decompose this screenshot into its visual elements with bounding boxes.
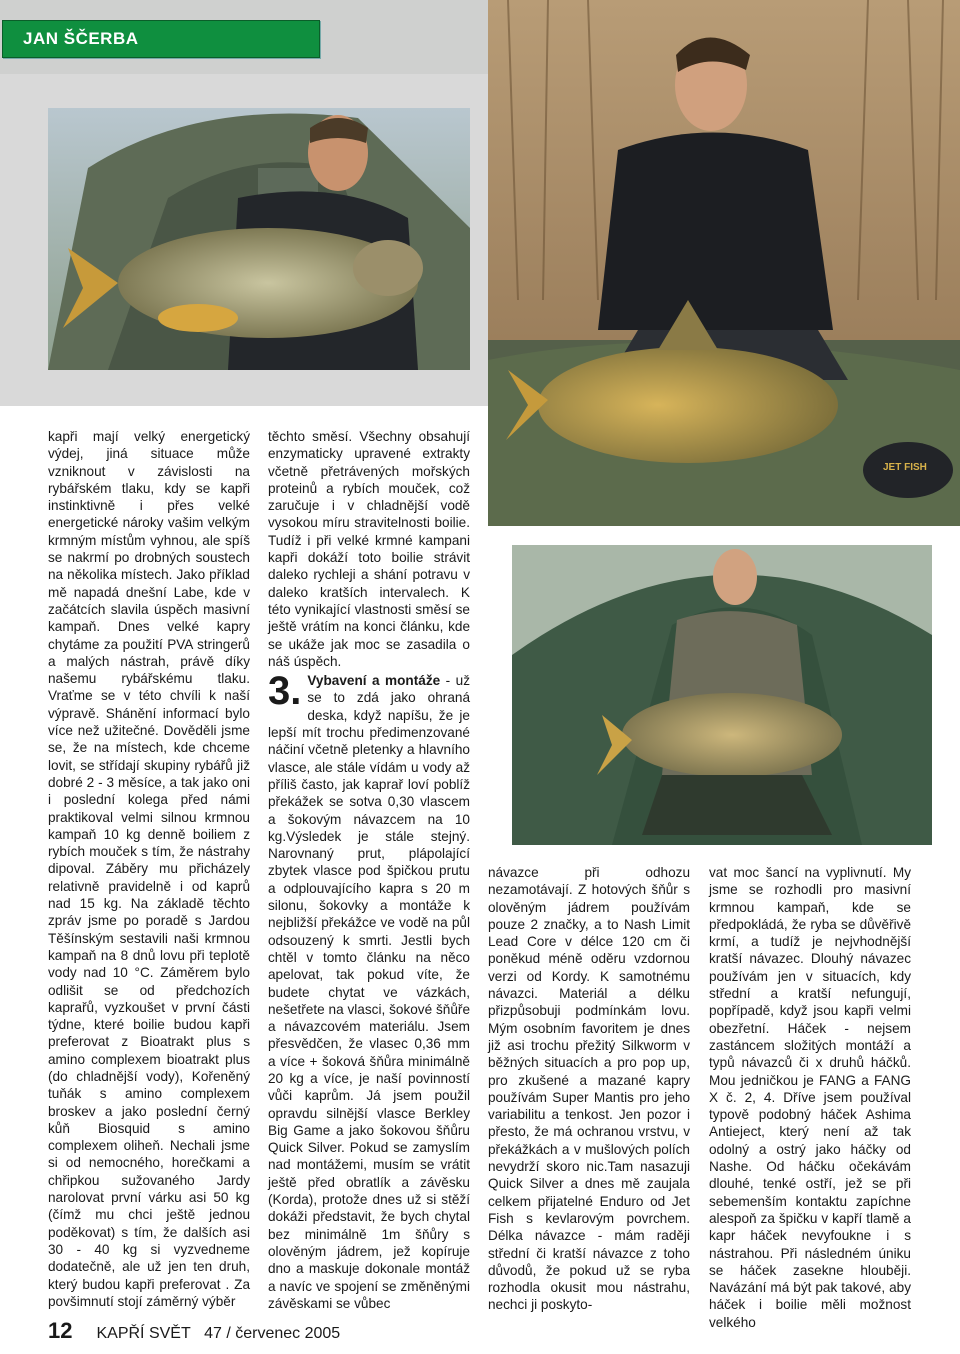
footer (48, 1318, 340, 1344)
column-2-text-b: - už se to zdá jako ohraná deska, když napíšu, že je lepší mít trochu předimenzované náčiní včetně pletenky a hlavního vlasce, ale stále vídám u vody až příliš často, jak kaprař loví poblíž překážek se sotva 0,30 vlascem a šokovým návazcem na 10 kg.Výsledek je stále stejný. Narovnaný prut, plápolající zbytek vlasce pod špičkou prutu a odplouvajícího kapra s 20 m silonu, šokovky a montáže k nejbližší překážce ve vodě na půl odsouzený k smrti. Jestli bych chtěl v tomto článku na něco apelovat, tak pokud víte, že budete chytat ve vázkách, nešetřete na vlasci, šokové šňůře a návazcovém materiálu. Jsem přesvědčen, že vlasec 0,36 mm a více + šoková šňůra minimálně 20 kg a více, je naší povinností vůči kaprům. Já jsem použil opravdu silnější vlasce Berkley Big Game a jako šokovou šňůru Quick Silver. Pokud se zamyslím nad montážemi, musím se vrátit ještě před obratlík a závěsku (Korda), protože dnes už si stěží dokáži představit, že bych chytal bez minimálně 1m šňůry s olověným jádrem, jež kopíruje dno a maskuje dokonale montáž a navíc ve spojení se změněnými závěskami se vůbec (268, 673, 470, 1311)
column-1-text: kapři mají velký energetický výdej, jiná situace může vzniknout v závislosti na rybářském tlaku, kdy se kapři instinktivně i přes velké energetické nároky vašim velkým krmným místům vyhnou, ale spíš se nakrmí po drobných soustech na několika místech. Jako příklad mě napadá dnešní Labe, kde v začátcích slavila úspěch masivní kampaň. Dnes velké kapry chytáme za použití PVA stringerů a malých nástrah, právě díky našemu rybářskému tlaku. Vraťme se v této chvíli k naší výpravě. Shánění informací bylo více než užitečné. Dověděli jsme se, že na místech, kde chceme lovit, se střídají skupiny rybářů již dobré 2 - 3 měsíce, a tak jako oni i poslední kolega před námi praktikoval velmi silnou krmnou kampaň 10 kg denně boiliem z rybích mouček s tím, že nástrahy dipoval. Záběry mu přicházely relativně pravidelně i od kaprů nad 15 kg. Na základě těchto zpráv jsme po poradě s Jardou Těšínským sestavili naši krmnou kampaň na 8 dnů lovu při teplotě vody nad 10 °C. Záměrem bylo odlišit se od předchozích kaprařů, vyzkoušet v první části týdne, které boilie budou kapři preferovat z Bioatrakt plus s amino complexem bioatrakt plus (do chladnější vody), Kořeněný tuňák s amino complexem broskev a jako poslední černý kůň Biosquid s amino complexem oliheň. Nechali jsme si od nemocného, horečkami a chřipkou sužovaného Jardy narolovat první várku asi 50 kg (čímž mu chci ještě jednou poděkovat) s tím, že dalších asi 30 - 40 kg si vyzvedneme dodatečně, ale už jen ten druh, který budou kapři preferovat . Za povšimnutí stojí záměrný výběr (48, 429, 250, 1309)
section-number: 3. (268, 669, 302, 714)
photo-icon (48, 108, 470, 370)
author-tag (2, 20, 320, 58)
page-number: 12 (48, 1318, 73, 1343)
column-3-text: návazce při odhozu nezamotávají. Z hotových šňůr s olověným jádrem používám pouze 2 značky, a to Nash Limit Lead Core v délce 120 cm či poněkud méně oděru vzdornou verzi od Kordy. K samotnému návazci. Materiál a délku přizpůsobuji podmínkám lovu. Mým osobním favoritem je dnes již asi trochu přežitý Silkworm v běžných situacích a pro pop up, pro zkušené a mazané kapry používám Super Mantis pro jeho variabilitu a tenkost. Jen pozor i přesto, že má ochranou vrstvu, v překážkách a v mušlových polích nevydrží skoro nic.Tam nasazuji Quick Silver a dnes mě zaujala celkem přijatelné Enduro od Jet Fish s kevlarovým povrchem. Délka návazce - mám raději střední či kratší návazce z toho důvodů, že pokud už se ryba rozhodla okusit mou nástrahu, nechci ji poskyto- (488, 865, 690, 1313)
issue-info: 47 / červenec 2005 (204, 1325, 341, 1342)
section-title: Vybavení a montáže (307, 673, 441, 689)
photo-icon (488, 0, 960, 526)
text-column-3 (488, 864, 690, 1314)
text-column-2 (268, 428, 470, 1312)
text-column-4 (709, 864, 911, 1331)
photo-angler-tent (48, 108, 470, 370)
author-name: JAN ŠČERBA (23, 29, 139, 48)
photo-icon (512, 545, 932, 845)
magazine-title: KAPŘÍ SVĚT (96, 1325, 191, 1342)
text-column-1 (48, 428, 250, 1310)
photo-angler-reeds (488, 0, 960, 526)
column-2-text-a: těchto směsí. Všechny obsahují enzymaticky upravené extrakty včetně přetrávených mořských proteinů a rybích mouček, což zaručuje i v chladnější vodě vysokou míru stravitelnosti boilie. Tudíž i při velké krmné kampani kapři dokáží toto boilie strávit daleko rychleji a shání potravu v daleko kratších intervalech. K této vynikající vlastnosti směsí se ještě vrátím na konci článku, kde se ukáže jak moc se zasadila o náš úspěch. (268, 429, 470, 669)
column-4-text: vat moc šancí na vyplivnutí. My jsme se rozhodli pro masivní krmnou kampaň, kde se předpokládá, že ryba se důvěřivě krmí, a tudíž je nejvhodnější kratší návazec. Dlouhý návazec používám jen v situacích, kdy střední a kratší nefungují, popřípadě, když jsou kapři velmi obezřetní. Háček - nejsem zastáncem složitých montáží a typů návazců či x druhů háčků. Mou jedničkou je FANG a FANG X č. 2, 4. Dříve jsem používal typově podobný háček Ashima Antieject, který není až tak odolný a ostrý jako háčky od Nashe. Od háčku očekávám dlouhé, tenké ostří, jež se při sebemenším kontaktu zapíchne alespoň za špičku v kapří tlamě a kapr háček nevyfoukne i s nástrahou. Při následném úniku se háček zasekne hlouběji. Navázání má být pak takové, aby háček i boilie měli možnost velkého (709, 865, 911, 1330)
cap-label: JET FISH (883, 462, 927, 473)
photo-angler-green-tent (512, 545, 932, 845)
section-3-paragraph (268, 669, 470, 1312)
